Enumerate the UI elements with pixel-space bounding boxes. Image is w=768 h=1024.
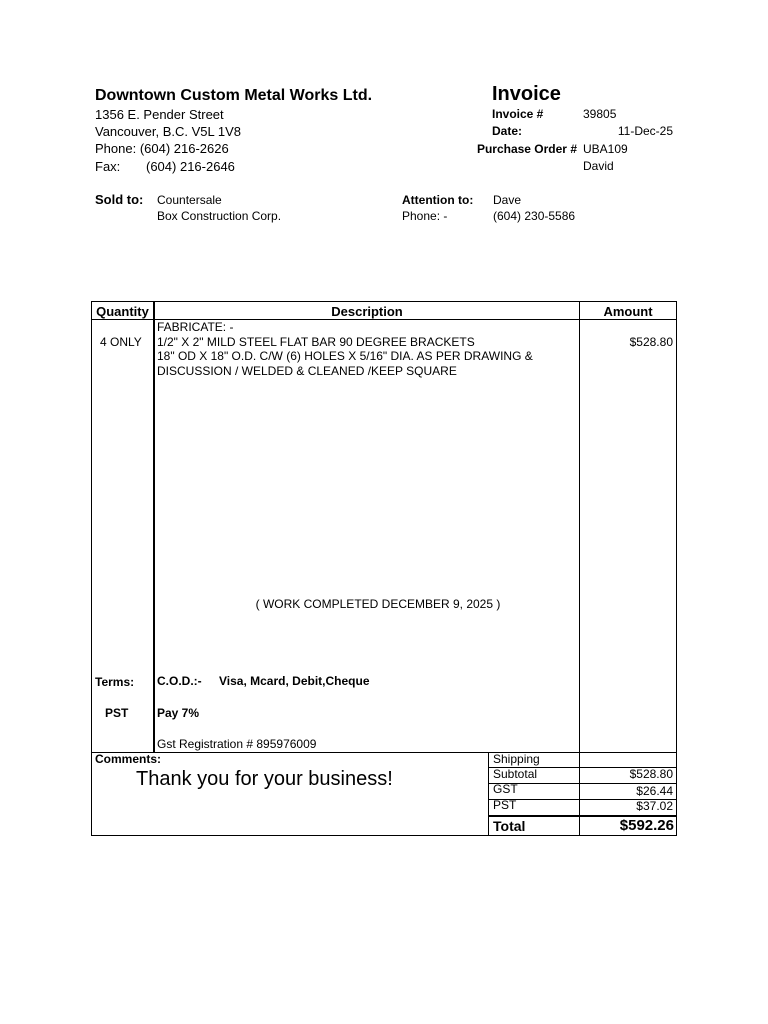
company-address: 1356 E. Pender Street: [95, 107, 224, 122]
shipping-label: Shipping: [493, 752, 540, 766]
company-fax-label: Fax:: [95, 159, 121, 174]
terms-payment-methods: Visa, Mcard, Debit,Cheque: [219, 674, 370, 688]
po-number: UBA109: [583, 142, 628, 156]
company-name: Downtown Custom Metal Works Ltd.: [95, 87, 373, 104]
item-description-line: 18" OD X 18" O.D. C/W (6) HOLES X 5/16" DIA. AS PER DRAWING &: [157, 349, 533, 363]
item-quantity: 4 ONLY: [100, 335, 142, 349]
invoice-date: 11-Dec-25: [617, 124, 673, 138]
pst-label: PST: [105, 706, 129, 720]
attention-phone: (604) 230-5586: [493, 209, 576, 223]
invoice-date-label: Date:: [492, 124, 523, 138]
gst-registration: Gst Registration # 895976009: [157, 737, 317, 751]
item-description-line: DISCUSSION / WELDED & CLEANED /KEEP SQUARE: [157, 364, 457, 378]
company-fax-value: (604) 216-2646: [146, 159, 235, 174]
attention-label: Attention to:: [402, 193, 474, 207]
invoice-title: Invoice: [492, 83, 561, 105]
sold-to-line2: Box Construction Corp.: [157, 209, 282, 223]
gst-label: GST: [493, 782, 518, 796]
subtotal-value: $528.80: [629, 767, 673, 781]
gst-value: $26.44: [636, 784, 673, 798]
terms-cod: C.O.D.:-: [157, 674, 202, 688]
subtotal-label: Subtotal: [493, 767, 538, 781]
po-label: Purchase Order #: [476, 142, 577, 156]
total-value: $592.26: [619, 817, 674, 834]
col-header-description: Description: [331, 304, 403, 319]
total-label: Total: [493, 818, 526, 834]
comments-label: Comments:: [95, 752, 162, 766]
company-city: Vancouver, B.C. V5L 1V8: [95, 124, 241, 139]
pst-total-label: PST: [493, 798, 517, 812]
thank-you-message: Thank you for your business!: [136, 768, 393, 790]
item-description-line: 1/2" X 2" MILD STEEL FLAT BAR 90 DEGREE BRACKETS: [157, 335, 475, 349]
item-amount: $528.80: [629, 335, 673, 349]
po-name: David: [583, 159, 614, 173]
terms-label: Terms:: [95, 675, 135, 689]
pst-note: Pay 7%: [157, 706, 200, 720]
attention-phone-label: Phone: -: [402, 209, 448, 223]
sold-to-label: Sold to:: [95, 192, 144, 207]
col-header-amount: Amount: [603, 304, 653, 319]
invoice-number: 39805: [583, 107, 617, 121]
item-description-line: FABRICATE: -: [157, 320, 234, 334]
company-phone: Phone: (604) 216-2626: [95, 141, 229, 156]
col-header-quantity: Quantity: [96, 304, 149, 319]
pst-total-value: $37.02: [636, 799, 673, 813]
sold-to-line1: Countersale: [157, 193, 222, 207]
invoice-number-label: Invoice #: [492, 107, 544, 121]
work-completed-note: ( WORK COMPLETED DECEMBER 9, 2025 ): [255, 597, 501, 611]
attention-name: Dave: [493, 193, 522, 207]
